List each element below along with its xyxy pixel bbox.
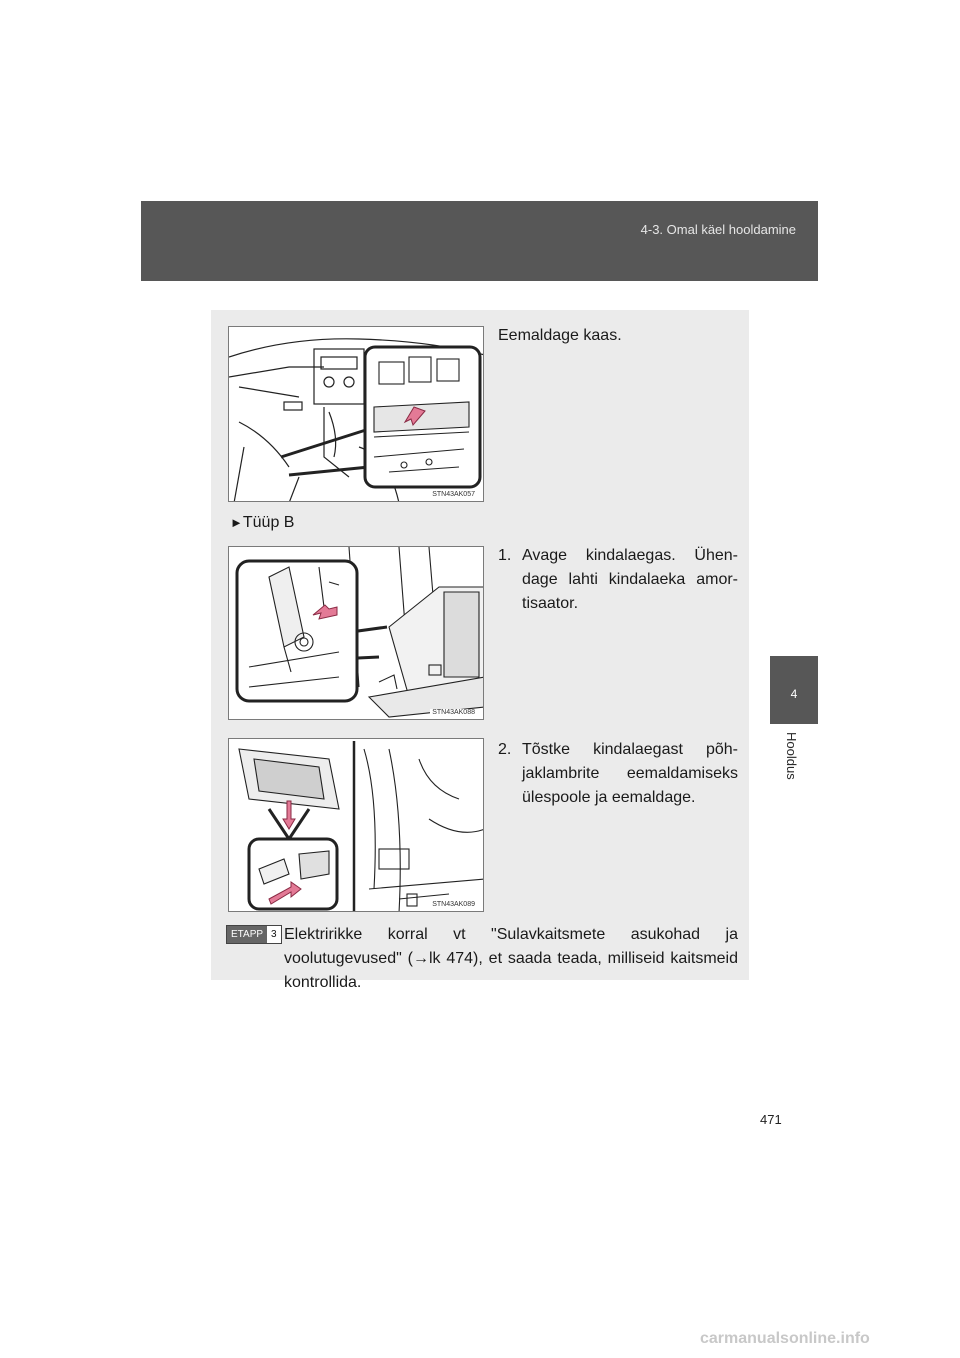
step-text-remove-cover: Eemaldage kaas. [498,327,622,344]
page-number: 471 [760,1112,782,1127]
triangle-marker-icon: ► [230,515,243,530]
step-3-text: Elektririkke korral vt "Sulavkaitsmete asukohad ja voolutugevused" (→lk 474), et saada teada, milliseid kaitsmeid kontrollida. [284,926,738,991]
figure-code: STN43AK057 [432,491,475,498]
sub-step-number: 1. [498,547,512,564]
illustration-dashboard-cover [229,327,484,502]
chapter-number: 4 [790,687,798,701]
illustration-glovebox-removal [229,739,484,912]
figure-code: STN43AK088 [432,709,475,716]
sub-step-number: 2. [498,741,512,758]
sub-step-text: Avage kindalaegas. Ühen-dage lahti kindalaeka amor-tisaator. [522,547,738,612]
figure-code: STN43AK089 [432,901,475,908]
section-title: 4-3. Omal käel hooldamine [640,222,796,237]
watermark: carmanualsonline.info [700,1330,870,1347]
step-badge-word: ETAPP [227,926,267,943]
chapter-tab [770,656,818,724]
sub-step-1 [498,544,738,616]
header-band [141,201,818,281]
type-b-label: ►Tüüp B [230,514,295,531]
figure-glovebox-removal [228,738,484,912]
chapter-label: Hooldus [784,732,799,780]
sub-step-2 [498,738,738,810]
sub-step-text: Tõstke kindalaegast põh-jaklambrite eemaldamiseks ülespoole ja eemaldage. [522,741,738,806]
step-badge-number: 3 [267,926,281,943]
illustration-glovebox-damper [229,547,484,720]
figure-glovebox-damper [228,546,484,720]
figure-remove-cover [228,326,484,502]
step-3-badge [226,925,282,944]
